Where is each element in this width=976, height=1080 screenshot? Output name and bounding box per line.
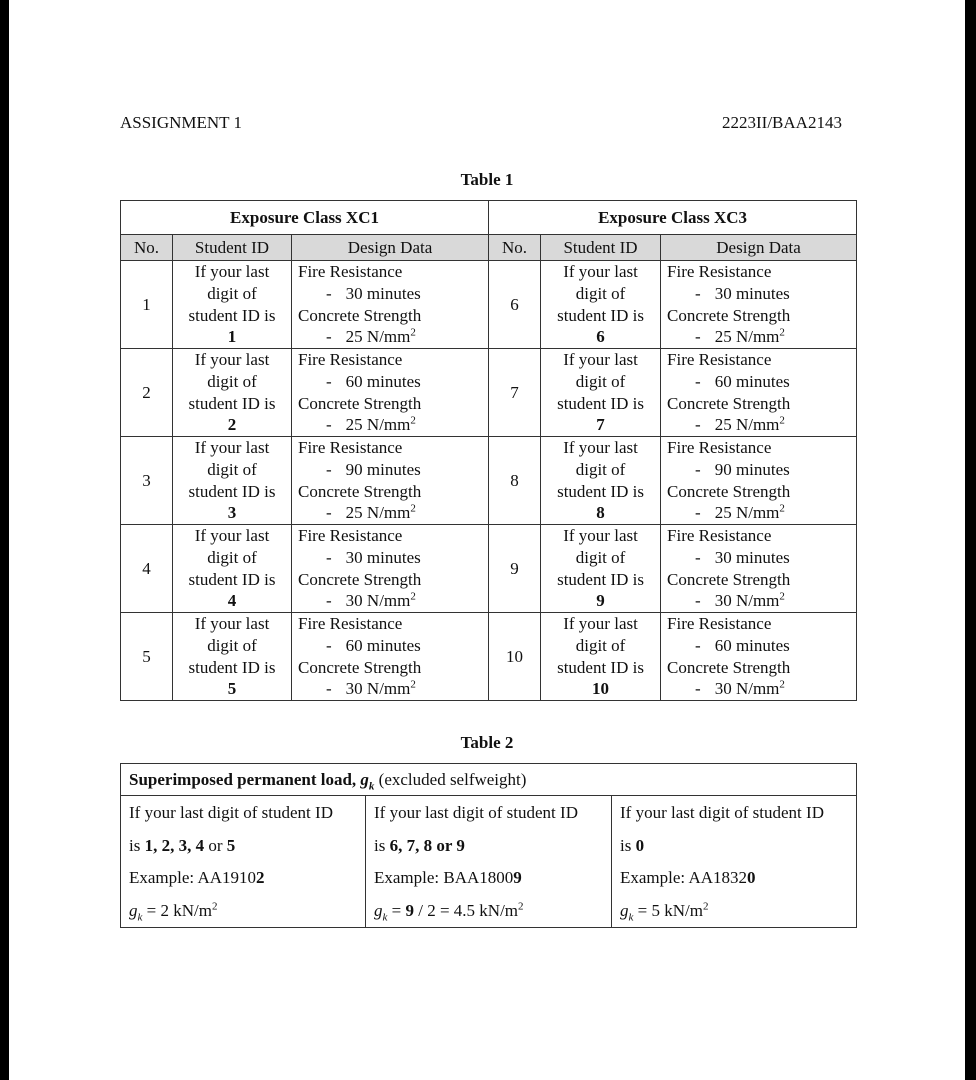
- design-data-cell: Fire Resistance - 90 minutes Concrete Strength - 25 $N/mm^2$: [661, 437, 857, 525]
- concrete-value: 30 N/mm: [714, 679, 780, 699]
- fire-value: 60 minutes: [345, 371, 421, 391]
- design-data-cell: Fire Resistance - 30 minutes Concrete Strength - 25 $N/mm^2$: [661, 261, 857, 349]
- assignment-title: ASSIGNMENT 1: [120, 113, 243, 132]
- id-digit: 9: [596, 591, 605, 611]
- concrete-label: Concrete Strength: [298, 481, 422, 501]
- design-data-cell: Fire Resistance - 30 minutes Concrete Strength - 30 $N/mm^2$: [661, 525, 857, 613]
- design-data-cell: Fire Resistance - 60 minutes Concrete Strength - 30 $N/mm^2$: [661, 613, 857, 701]
- col-header-no: No.: [489, 235, 541, 261]
- id-digit: 10: [592, 679, 610, 699]
- concrete-value: 25 N/mm: [714, 327, 780, 347]
- concrete-label: Concrete Strength: [667, 657, 791, 677]
- fire-value: 30 minutes: [714, 547, 790, 567]
- fire-label: Fire Resistance: [667, 526, 772, 546]
- table1: [120, 200, 857, 701]
- row-number: 7: [489, 349, 541, 437]
- concrete-label: Concrete Strength: [298, 393, 422, 413]
- group-header-xc3: Exposure Class XC3: [489, 201, 857, 235]
- id-digit: 1: [227, 327, 237, 347]
- concrete-label: Concrete Strength: [667, 569, 791, 589]
- fire-value: 90 minutes: [714, 459, 790, 479]
- id-digit: 4: [227, 591, 237, 611]
- col-header-student-id: Student ID: [541, 235, 661, 261]
- document-page: [9, 0, 965, 1080]
- load-case-cell: If your last digit of student ID is 0 Example: AA18320 $g_k = 5$ $kN/m^2$: [612, 796, 857, 928]
- concrete-value: 25 N/mm: [345, 415, 411, 435]
- row-number: 10: [489, 613, 541, 701]
- fire-label: Fire Resistance: [298, 614, 403, 634]
- concrete-label: Concrete Strength: [667, 481, 791, 501]
- concrete-label: Concrete Strength: [667, 393, 791, 413]
- concrete-value: 30 N/mm: [345, 679, 411, 699]
- group-header-xc1: Exposure Class XC1: [121, 201, 489, 235]
- table-row: [121, 437, 857, 525]
- design-data-cell: Fire Resistance - 60 minutes Concrete Strength - 25 $N/mm^2$: [661, 349, 857, 437]
- id-digit: 8: [596, 503, 605, 523]
- concrete-value: 25 N/mm: [714, 415, 780, 435]
- course-code: 2223II/BAA2143: [722, 113, 842, 132]
- concrete-label: Concrete Strength: [298, 657, 422, 677]
- fire-value: 30 minutes: [345, 547, 421, 567]
- row-number: 3: [121, 437, 173, 525]
- table-row: [121, 613, 857, 701]
- row-number: 9: [489, 525, 541, 613]
- id-digit: 5: [227, 679, 237, 699]
- row-number: 4: [121, 525, 173, 613]
- fire-label: Fire Resistance: [667, 262, 772, 282]
- col-header-student-id: Student ID: [173, 235, 292, 261]
- table-row: [121, 261, 857, 349]
- student-id-cell: If your last digit of student ID is 8: [541, 437, 661, 525]
- concrete-label: Concrete Strength: [667, 305, 791, 325]
- fire-value: 60 minutes: [714, 635, 790, 655]
- load-case-cell: If your last digit of student ID is 6, 7, 8 or 9 Example: BAA18009 $g_k = 9 / 2 = 4.5$ $kN/m^2$: [366, 796, 612, 928]
- design-data-cell: Fire Resistance - 30 minutes Concrete Strength - 30 $N/mm^2$: [292, 525, 489, 613]
- fire-label: Fire Resistance: [298, 526, 403, 546]
- id-digit: 3: [227, 503, 237, 523]
- design-data-cell: Fire Resistance - 90 minutes Concrete Strength - 25 $N/mm^2$: [292, 437, 489, 525]
- concrete-value: 30 N/mm: [714, 591, 780, 611]
- id-digit: 2: [227, 415, 237, 435]
- fire-value: 30 minutes: [714, 283, 790, 303]
- id-digit: 6: [596, 327, 605, 347]
- row-number: 8: [489, 437, 541, 525]
- table2-caption: Table 2: [460, 733, 514, 752]
- id-digit: 7: [596, 415, 605, 435]
- table2: [120, 763, 857, 928]
- student-id-cell: If your last digit of student ID is 7: [541, 349, 661, 437]
- col-header-no: No.: [121, 235, 173, 261]
- fire-value: 60 minutes: [714, 371, 790, 391]
- fire-value: 60 minutes: [345, 635, 421, 655]
- table2-title: Superimposed permanent load, $g_k$ (excluded selfweight): [121, 764, 857, 796]
- student-id-cell: If your last digit of student ID is 2: [173, 349, 292, 437]
- student-id-cell: If your last digit of student ID is 9: [541, 525, 661, 613]
- student-id-cell: If your last digit of student ID is 5: [173, 613, 292, 701]
- student-id-cell: If your last digit of student ID is 10: [541, 613, 661, 701]
- student-id-cell: If your last digit of student ID is 1: [173, 261, 292, 349]
- fire-label: Fire Resistance: [298, 262, 403, 282]
- fire-label: Fire Resistance: [298, 438, 403, 458]
- row-number: 2: [121, 349, 173, 437]
- design-data-cell: Fire Resistance - 60 minutes Concrete Strength - 30 $N/mm^2$: [292, 613, 489, 701]
- fire-value: 90 minutes: [345, 459, 421, 479]
- design-data-cell: Fire Resistance - 60 minutes Concrete Strength - 25 $N/mm^2$: [292, 349, 489, 437]
- fire-label: Fire Resistance: [667, 350, 772, 370]
- table-row: [121, 525, 857, 613]
- row-number: 6: [489, 261, 541, 349]
- fire-label: Fire Resistance: [667, 614, 772, 634]
- table-row: [121, 349, 857, 437]
- student-id-cell: If your last digit of student ID is 3: [173, 437, 292, 525]
- fire-value: 30 minutes: [345, 283, 421, 303]
- design-data-cell: Fire Resistance - 30 minutes Concrete Strength - 25 $N/mm^2$: [292, 261, 489, 349]
- fire-label: Fire Resistance: [298, 350, 403, 370]
- row-number: 5: [121, 613, 173, 701]
- col-header-design-data: Design Data: [661, 235, 857, 261]
- table1-caption: Table 1: [460, 170, 514, 189]
- concrete-label: Concrete Strength: [298, 305, 422, 325]
- student-id-cell: If your last digit of student ID is 4: [173, 525, 292, 613]
- concrete-value: 25 N/mm: [714, 503, 780, 523]
- concrete-value: 25 N/mm: [345, 327, 411, 347]
- student-id-cell: If your last digit of student ID is 6: [541, 261, 661, 349]
- concrete-value: 30 N/mm: [345, 591, 411, 611]
- row-number: 1: [121, 261, 173, 349]
- concrete-label: Concrete Strength: [298, 569, 422, 589]
- load-case-cell: If your last digit of student ID is 1, 2, 3, 4 or 5 Example: AA19102 $g_k = 2$ $kN/m^2$: [121, 796, 366, 928]
- concrete-value: 25 N/mm: [345, 503, 411, 523]
- fire-label: Fire Resistance: [667, 438, 772, 458]
- col-header-design-data: Design Data: [292, 235, 489, 261]
